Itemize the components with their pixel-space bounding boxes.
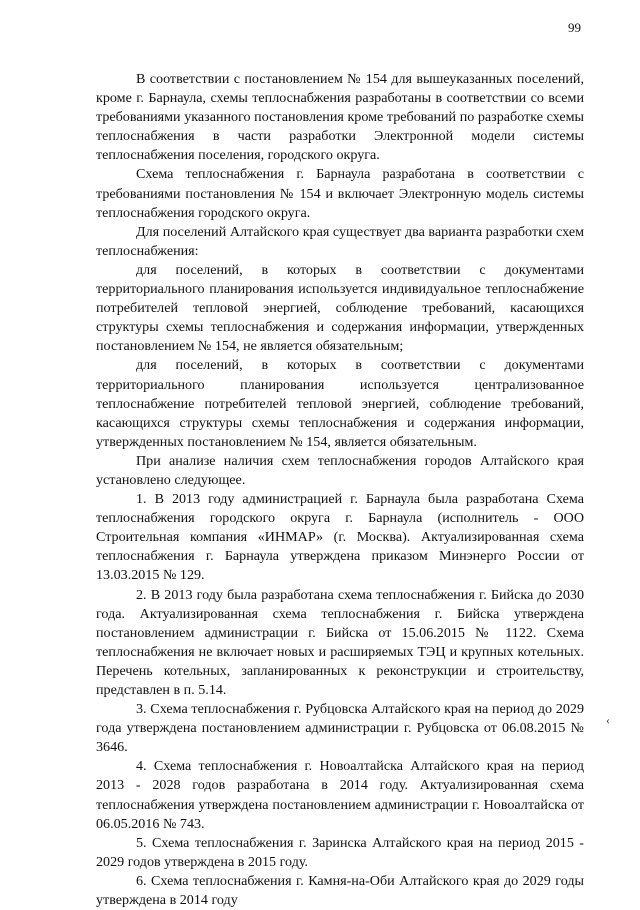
paragraph-barnaul-model: Схема теплоснабжения г. Барнаула разработана в соответствии с требованиями постановления № 154 и включает Электронную модель системы теплоснабжения городского округа.	[96, 166, 584, 221]
paragraph-variants: Для поселений Алтайского края существует два варианта разработки схем теплоснабжения:	[96, 223, 584, 259]
list-item-barnaul: 1. В 2013 году администрацией г. Барнаула была разработана Схема теплоснабжения городского округа г. Барнаула (исполнитель - ООО Строительная компания «ИНМАР» (г. Москва). Актуализированная схема теплоснабжения г. Барнаула утверждена приказом Минэнерго России от 13.03.2015 № 129.	[96, 491, 584, 584]
paragraph-variant-individual: для поселений, в которых в соответствии с документами территориального планирования используется индивидуальное теплоснабжение потребителей тепловой энергией, соблюдение требований, касающихся структуры схемы теплоснабжения и содержания информации, утвержденных постановлением № 154, не является обязательным;	[96, 261, 584, 355]
paragraph-intro: В соответствии с постановлением № 154 для вышеуказанных поселений, кроме г. Барнаула, схемы теплоснабжения разработаны в соответствии со всеми требованиями указанного постановления кроме требований по разработке схемы теплоснабжения в части разработки Электронной модели системы теплоснабжения поселения, городского округа.	[96, 71, 584, 164]
list-item-rubtsovsk: 3. Схема теплоснабжения г. Рубцовска Алтайского края на период до 2029 года утверждена постановлением администрации г. Рубцовска от 06.08.2015 № 3646.	[96, 701, 584, 756]
paragraph-variant-centralized: для поселений, в которых в соответствии с документами территориального планирования используется централизованное теплоснабжение потребителей тепловой энергией, соблюдение требований, касающихся структуры схемы теплоснабжения и содержания информации, утвержденных постановлением № 154, является обязательным.	[96, 357, 584, 450]
page-number: 99	[568, 20, 581, 35]
list-item-kamen-na-obi: 6. Схема теплоснабжения г. Камня-на-Оби Алтайского края до 2029 годы утверждена в 2014 году	[96, 872, 584, 909]
list-item-novoaltaysk: 4. Схема теплоснабжения г. Новоалтайска Алтайского края на период 2013 - 2028 годов разработана в 2014 году. Актуализированная схема теплоснабжения утверждена постановлением администрации г. Новоалтайска от 06.05.2016 № 743.	[96, 758, 584, 832]
margin-mark: ‹	[606, 713, 610, 727]
document-body	[96, 70, 584, 910]
list-item-biysk: 2. В 2013 году была разработана схема теплоснабжения г. Бийска до 2030 года. Актуализированная схема теплоснабжения г. Бийска утверждена постановлением администрации г. Бийска от 15.06.2015 № 1122. Схема теплоснабжения не включает новых и расширяемых ТЭЦ и крупных котельных. Перечень котельных, запланированных к реконструкции и строительству, представлен в п. 5.14.	[96, 586, 584, 698]
list-item-zarinsk: 5. Схема теплоснабжения г. Заринска Алтайского края на период 2015 - 2029 годов утверждена в 2015 году.	[96, 834, 584, 870]
paragraph-analysis: При анализе наличия схем теплоснабжения городов Алтайского края установлено следующее.	[96, 452, 584, 488]
